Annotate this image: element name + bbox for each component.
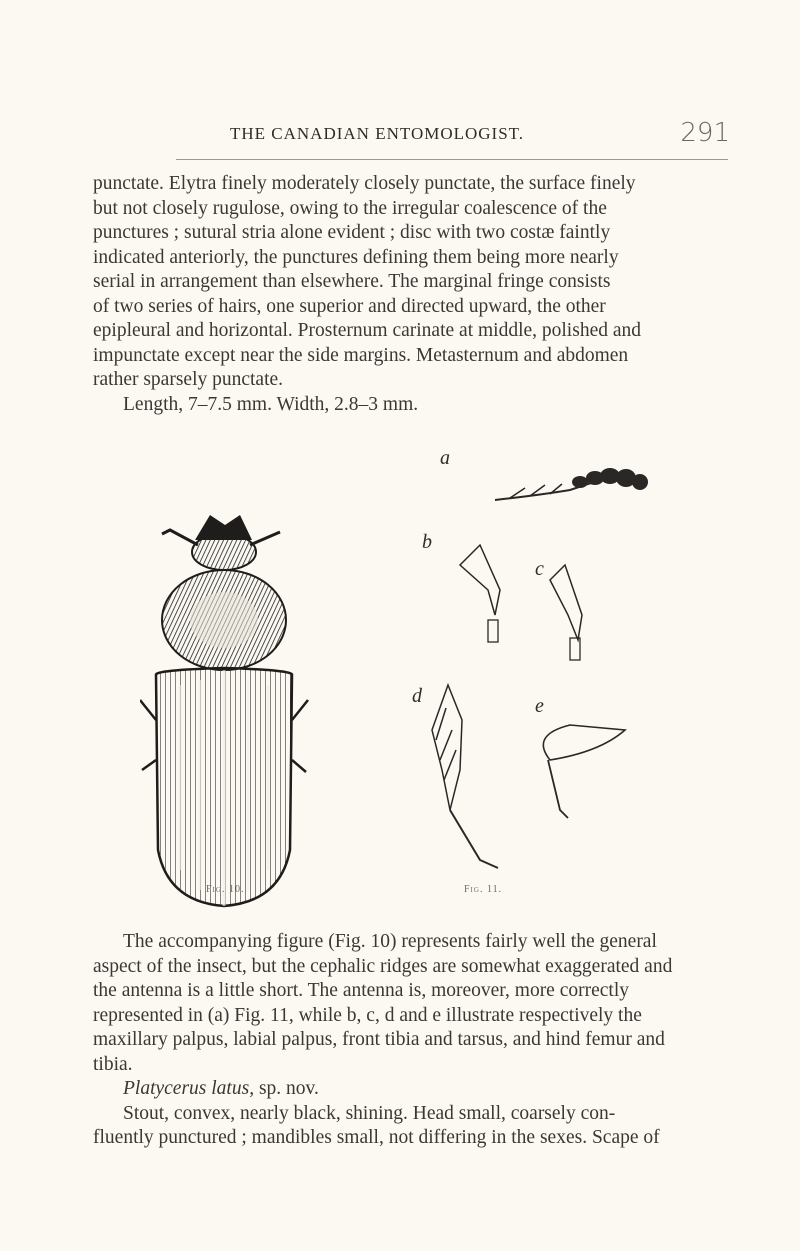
figures: [0, 440, 800, 910]
header-rule: [176, 159, 728, 160]
beetle-illustration: [140, 510, 310, 910]
text-line: aspect of the insect, but the cephalic ridges are somewhat exaggerated and: [93, 955, 673, 977]
text-line: impunctate except near the side margins. Metasternum and abdomen: [93, 344, 629, 366]
label-c: c: [535, 558, 544, 580]
text-line: the antenna is a little short. The antenna is, moreover, more correctly: [93, 980, 630, 1001]
label-d: d: [412, 685, 422, 707]
fig10-caption: Fig. 10.: [206, 884, 245, 895]
running-header: [230, 118, 730, 148]
text-line: Stout, convex, nearly black, shining. Head small, coarsely con-: [123, 1102, 616, 1124]
text-line: The accompanying figure (Fig. 10) represents fairly well the general: [123, 931, 657, 952]
journal-title: THE CANADIAN ENTOMOLOGIST.: [230, 124, 525, 143]
paragraph-description: [93, 172, 733, 417]
text-line: indicated anteriorly, the punctures defining them being more nearly: [93, 246, 619, 268]
text-line: punctate. Elytra finely moderately closely punctate, the surface finely: [93, 173, 636, 194]
text-line: epipleural and horizontal. Prosternum carinate at middle, polished and: [93, 320, 641, 341]
label-a: a: [440, 447, 450, 469]
appendages-illustration: [400, 440, 680, 890]
text-line: maxillary palpus, labial palpus, front tibia and tarsus, and hind femur and: [93, 1029, 665, 1050]
measurements-line: Length, 7–7.5 mm. Width, 2.8–3 mm.: [123, 393, 419, 415]
text-line: punctures ; sutural stria alone evident ; disc with two costæ faintly: [93, 222, 611, 243]
paragraph-figure-explanation: [93, 930, 733, 1151]
species-name: Platycerus latus,: [123, 1078, 255, 1099]
text-line: represented in (a) Fig. 11, while b, c, d and e illustrate respectively the: [93, 1004, 642, 1026]
species-suffix: sp. nov.: [254, 1078, 319, 1099]
text-line: rather sparsely punctate.: [93, 369, 284, 390]
label-b: b: [422, 531, 432, 553]
text-line: tibia.: [93, 1053, 133, 1075]
text-line: of two series of hairs, one superior and directed upward, the other: [93, 295, 606, 317]
text-line: but not closely rugulose, owing to the irregular coalescence of the: [93, 197, 607, 219]
page-number: 291: [680, 118, 730, 148]
text-line: serial in arrangement than elsewhere. The marginal fringe consists: [93, 271, 611, 292]
fig11-caption: Fig. 11.: [464, 884, 503, 895]
species-heading: [93, 1077, 733, 1102]
text-line: fluently punctured ; mandibles small, not differing in the sexes. Scape of: [93, 1127, 660, 1148]
label-e: e: [535, 695, 544, 717]
